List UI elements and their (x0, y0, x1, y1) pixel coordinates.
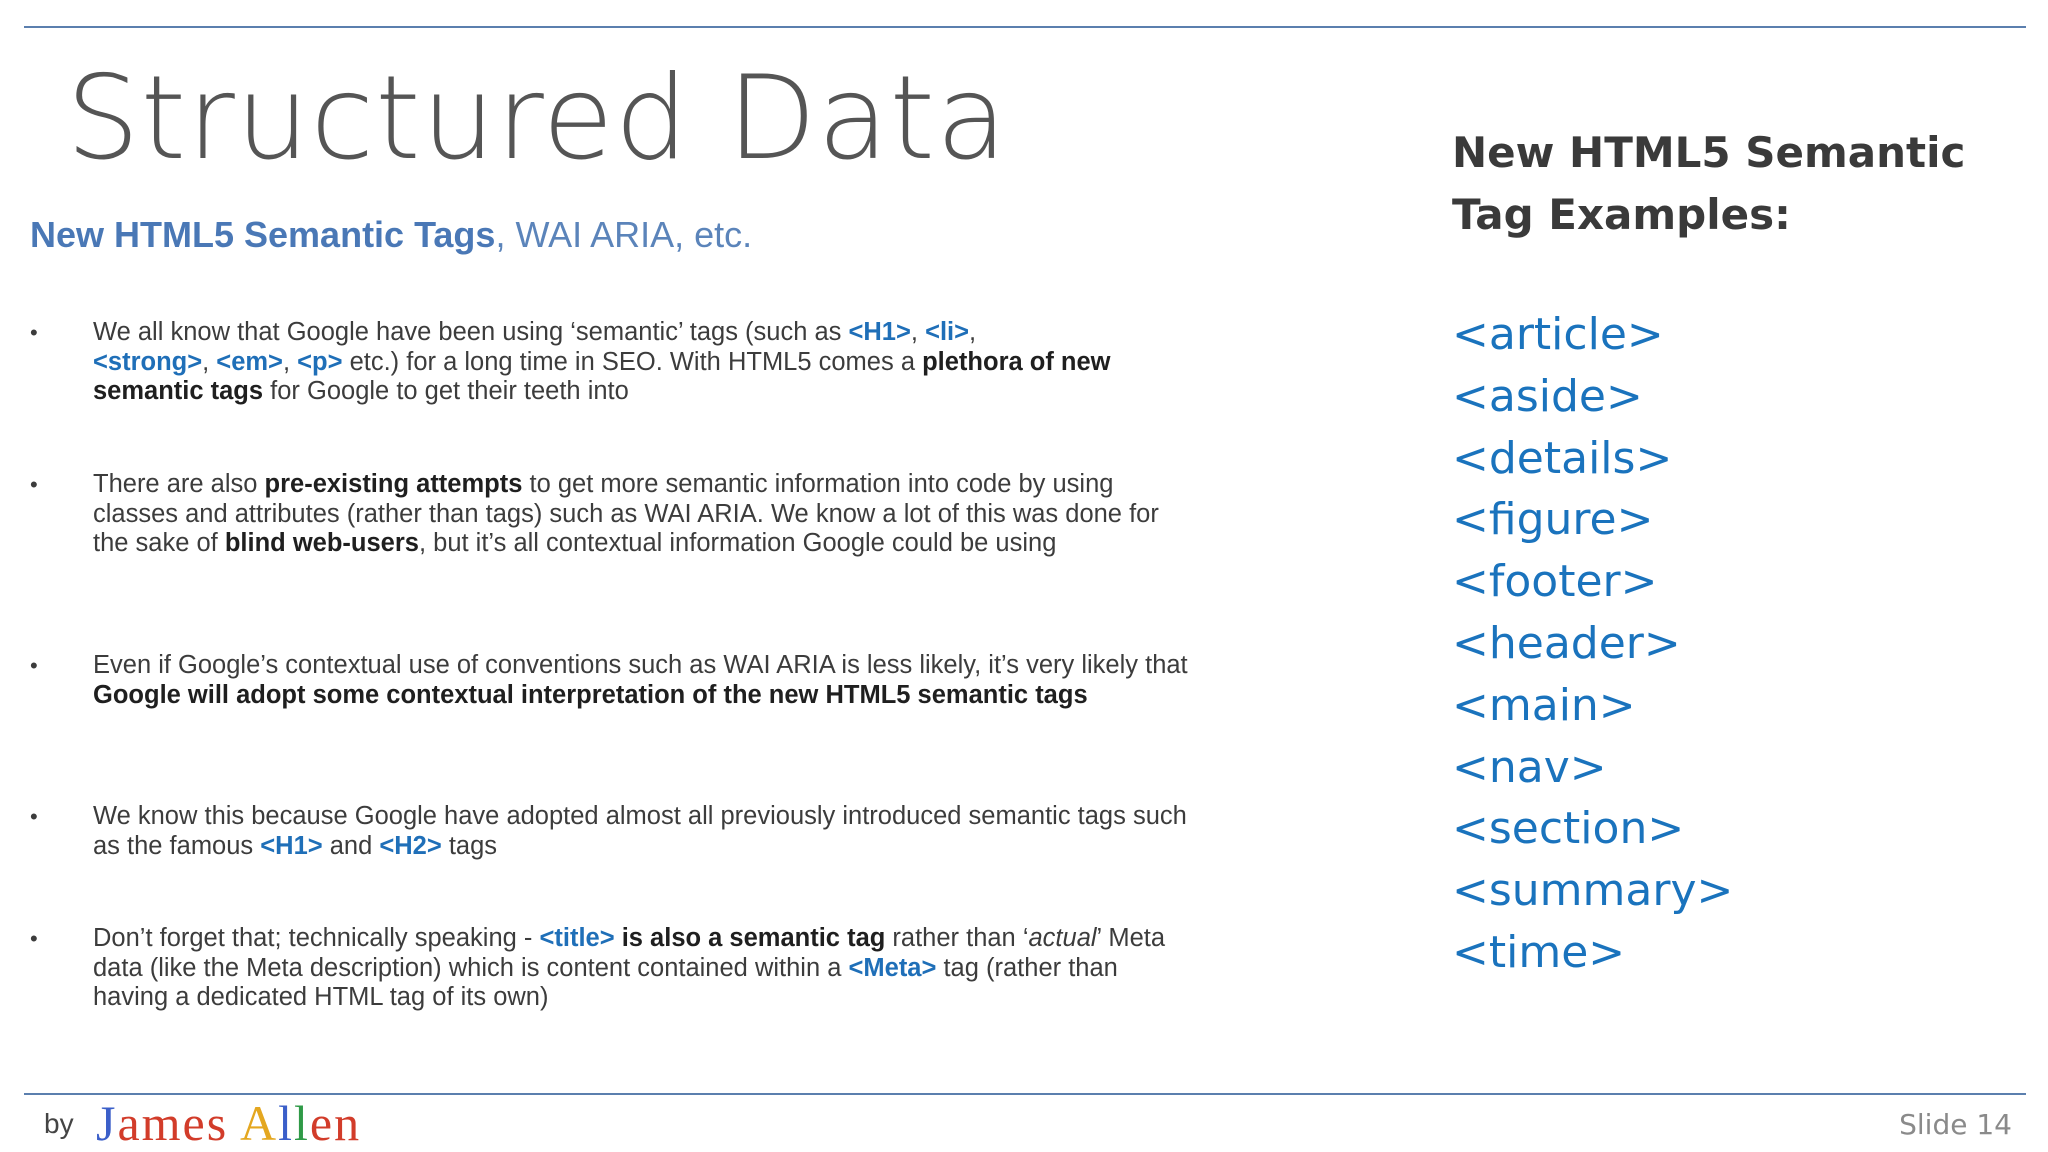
text-run: We all know that Google have been using ‘semantic’ tags (such as (93, 318, 849, 346)
bullet-text (93, 470, 1193, 559)
tag-example-aside: <aside> (1452, 370, 1643, 422)
bullet-text (93, 802, 1193, 861)
bullet-text (93, 924, 1193, 1013)
tag-example-article: <article> (1452, 309, 1664, 360)
text-run: Don’t forget that; technically speaking - (93, 924, 540, 952)
tag-example-summary: <summary> (1452, 865, 1734, 917)
text-run: There are also (93, 470, 265, 498)
top-divider (24, 26, 2026, 28)
tag-example-footer: <footer> (1452, 556, 1658, 608)
tag-li: <li> (925, 318, 970, 346)
tag-em: <em> (216, 347, 283, 376)
text-run: tags (441, 831, 498, 860)
text-run: to get more semantic information into code by using classes and attributes (rather than tags) such as WAI ARIA. We know a lot of this was done for the sake of (93, 470, 1159, 557)
bullet-text (93, 318, 1193, 407)
bold-run: plethora of new semantic tags (93, 347, 1111, 405)
text-run: etc.) for a long time in SEO. With HTML5 comes a (342, 347, 923, 376)
tag-p: <p> (297, 347, 343, 376)
text-run: rather than ‘ (885, 924, 1029, 952)
footer-by-label: by (44, 1108, 74, 1139)
bullet-dot: • (30, 926, 38, 951)
tag-example-details: <details> (1452, 432, 1673, 484)
bold-run: Google will adopt some contextual interpretation of the new HTML5 semantic tags (93, 680, 1088, 709)
bold-run: is also a semantic tag (614, 924, 886, 952)
author-letter: l (278, 1095, 294, 1151)
italic-run: actual (1028, 924, 1097, 952)
tag-example-header: <header> (1452, 617, 1681, 669)
tag-h1: <H1> (260, 831, 323, 860)
text-run: and (322, 831, 380, 860)
tag-examples-list (1452, 304, 1733, 984)
tag-examples-heading: New HTML5 Semantic Tag Examples: (1452, 128, 1966, 239)
text-run: We know this because Google have adopted almost all previously introduced semantic tags such as the famous (93, 802, 1187, 860)
tag-example-nav: <nav> (1452, 741, 1607, 793)
text-run: Even if Google’s contextual use of conventions such as WAI ARIA is less likely, it’s very likely that (93, 651, 1188, 679)
author-letter: ames (117, 1095, 240, 1151)
text-run: , (969, 318, 977, 346)
text-run: , but it’s all contextual information Google could be using (418, 529, 1057, 557)
author-letter: J (96, 1095, 118, 1151)
bullet-dot: • (30, 804, 38, 829)
subtitle-strong: New HTML5 Semantic Tags (30, 214, 496, 255)
tag-h2: <H2> (379, 831, 442, 860)
author-letter: en (309, 1095, 362, 1151)
bullet-dot: • (30, 653, 38, 678)
text-run: , (282, 347, 298, 376)
slide-title: Structured Data (66, 51, 1009, 186)
author-logo (96, 1094, 361, 1152)
slide-subtitle (30, 214, 752, 256)
bullet-dot: • (30, 472, 38, 497)
bold-run: blind web-users (224, 529, 419, 557)
bullet-text (93, 651, 1193, 710)
bold-run: pre-existing attempts (264, 470, 523, 498)
slide-number: Slide 14 (1899, 1108, 2012, 1141)
tag-example-main: <main> (1452, 679, 1636, 731)
tag-example-figure: <figure> (1452, 494, 1654, 546)
subtitle-rest: , WAI ARIA, etc. (495, 214, 753, 255)
text-run: for Google to get their teeth into (263, 377, 629, 405)
bullet-dot: • (30, 320, 38, 345)
tag-title: <title> (539, 924, 615, 952)
author-letter: A (239, 1095, 279, 1151)
text-run: , (202, 347, 217, 376)
text-run: , (910, 318, 926, 346)
author-letter: l (293, 1095, 310, 1151)
tag-example-time: <time> (1452, 926, 1626, 978)
tag-example-section: <section> (1452, 803, 1685, 855)
text-run: tag (rather than having a dedicated HTML tag of its own) (93, 953, 1118, 1011)
tag-strong: <strong> (93, 347, 203, 376)
tag-h1: <H1> (848, 318, 911, 346)
text-run: ’ Meta data (like the Meta description) which is content contained within a (93, 924, 1166, 982)
tag-meta: <Meta> (848, 953, 937, 982)
